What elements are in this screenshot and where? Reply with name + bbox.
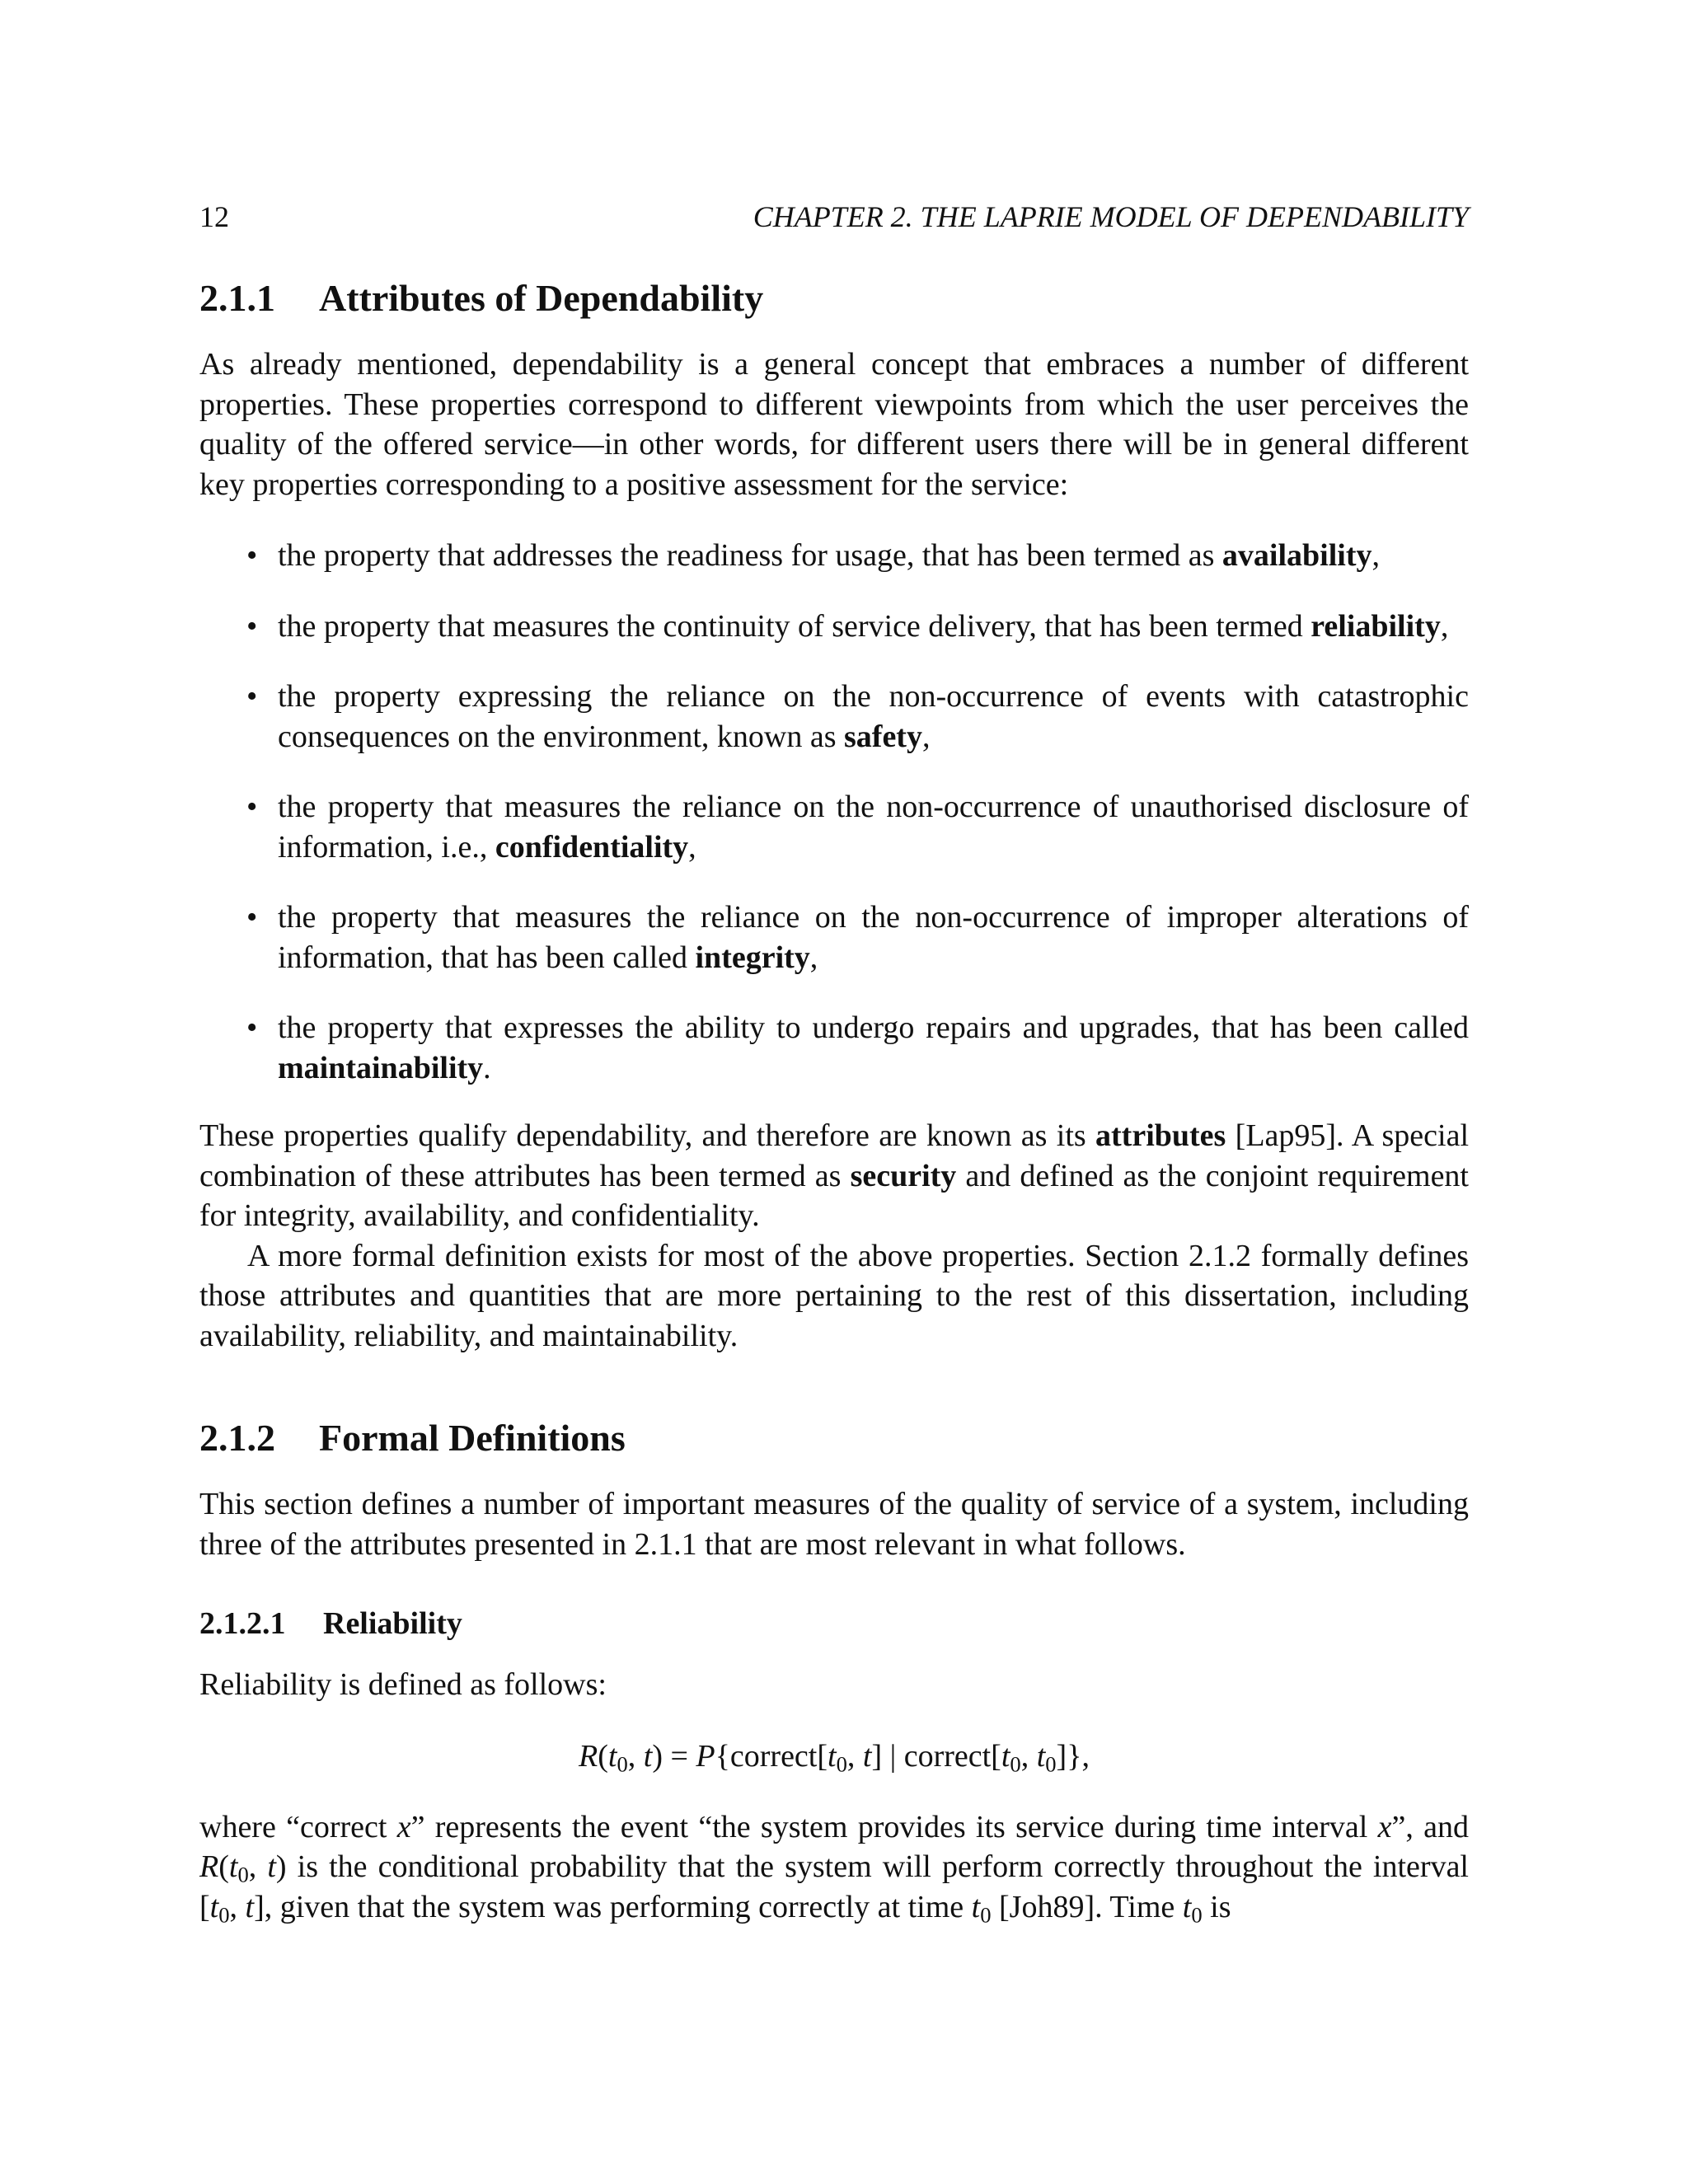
section-heading-2-1-2: 2.1.2 Formal Definitions <box>199 1417 626 1459</box>
list-item: • the property that expresses the ability to undergo repairs and upgrades, that has been called maintainability. <box>278 1008 1469 1088</box>
attribute-list <box>199 536 1469 1088</box>
formal-definition-paragraph: A more formal definition exists for most of the above properties. Section 2.1.2 formally defines those attributes and quantities that are more pertaining to the rest of this dissertation, including availability, reliability, and maintainability. <box>199 1238 1469 1353</box>
list-item: • the property that measures the continuity of service delivery, that has been termed reliability, <box>278 607 1469 647</box>
chapter-title: CHAPTER 2. THE LAPRIE MODEL OF DEPENDABILITY <box>753 200 1469 233</box>
bullet-icon: • <box>246 538 258 573</box>
list-item: • the property that measures the reliance on the non-occurrence of unauthorised disclosure of information, i.e., confidentiality, <box>278 787 1469 867</box>
list-item: • the property expressing the reliance on the non-occurrence of events with catastrophic consequences on the environment, known as safety, <box>278 677 1469 757</box>
reliability-intro: Reliability is defined as follows: <box>199 1667 607 1702</box>
reliability-explanation-paragraph: where “correct x” represents the event “the system provides its service during time interval x”, and $R(t_0$, t) is the conditional probability that the system will perform correctly throughout the interval [$t_0$, t], given that the system was performing correctly at time $t_0$ [Joh89]. Time $t_0$ is <box>199 1809 1469 1928</box>
page-number: 12 <box>199 200 229 233</box>
bullet-icon: • <box>246 608 258 644</box>
list-item: • the property that addresses the readiness for usage, that has been termed as availability, <box>278 536 1469 576</box>
bullet-icon: • <box>246 1010 258 1045</box>
bullet-icon: • <box>246 679 258 714</box>
bullet-icon: • <box>246 900 258 935</box>
bullet-icon: • <box>246 790 258 824</box>
formal-definitions-intro: This section defines a number of important measures of the quality of service of a system, including three of the attributes presented in 2.1.1 that are most relevant in what follows. <box>199 1487 1469 1562</box>
section-heading-2-1-1: 2.1.1 Attributes of Dependability <box>199 277 764 319</box>
document-page <box>199 198 1469 1927</box>
reliability-equation: $R(t_0$, $t) = P\{correct[t_0$, t] | $correct[t_0$, $t_0$]}, <box>579 1738 1090 1777</box>
list-item: • the property that measures the reliance on the non-occurrence of improper alterations of information, that has been called integrity, <box>278 898 1469 977</box>
section-intro-paragraph: As already mentioned, dependability is a general concept that embraces a number of different properties. These properties correspond to different viewpoints from which the user perceives the quality of the offered service—in other words, for different users there will be in general different key properties corresponding to a positive assessment for the service: <box>199 347 1469 502</box>
subsection-heading-2-1-2-1: 2.1.2.1 Reliability <box>199 1606 462 1641</box>
attributes-paragraph: These properties qualify dependability, and therefore are known as its attributes [Lap95]. A special combination of these attributes has been termed as security and defined as the conjoint requirement for integrity, availability, and confidentiality. <box>199 1118 1470 1233</box>
running-header <box>199 198 1469 236</box>
